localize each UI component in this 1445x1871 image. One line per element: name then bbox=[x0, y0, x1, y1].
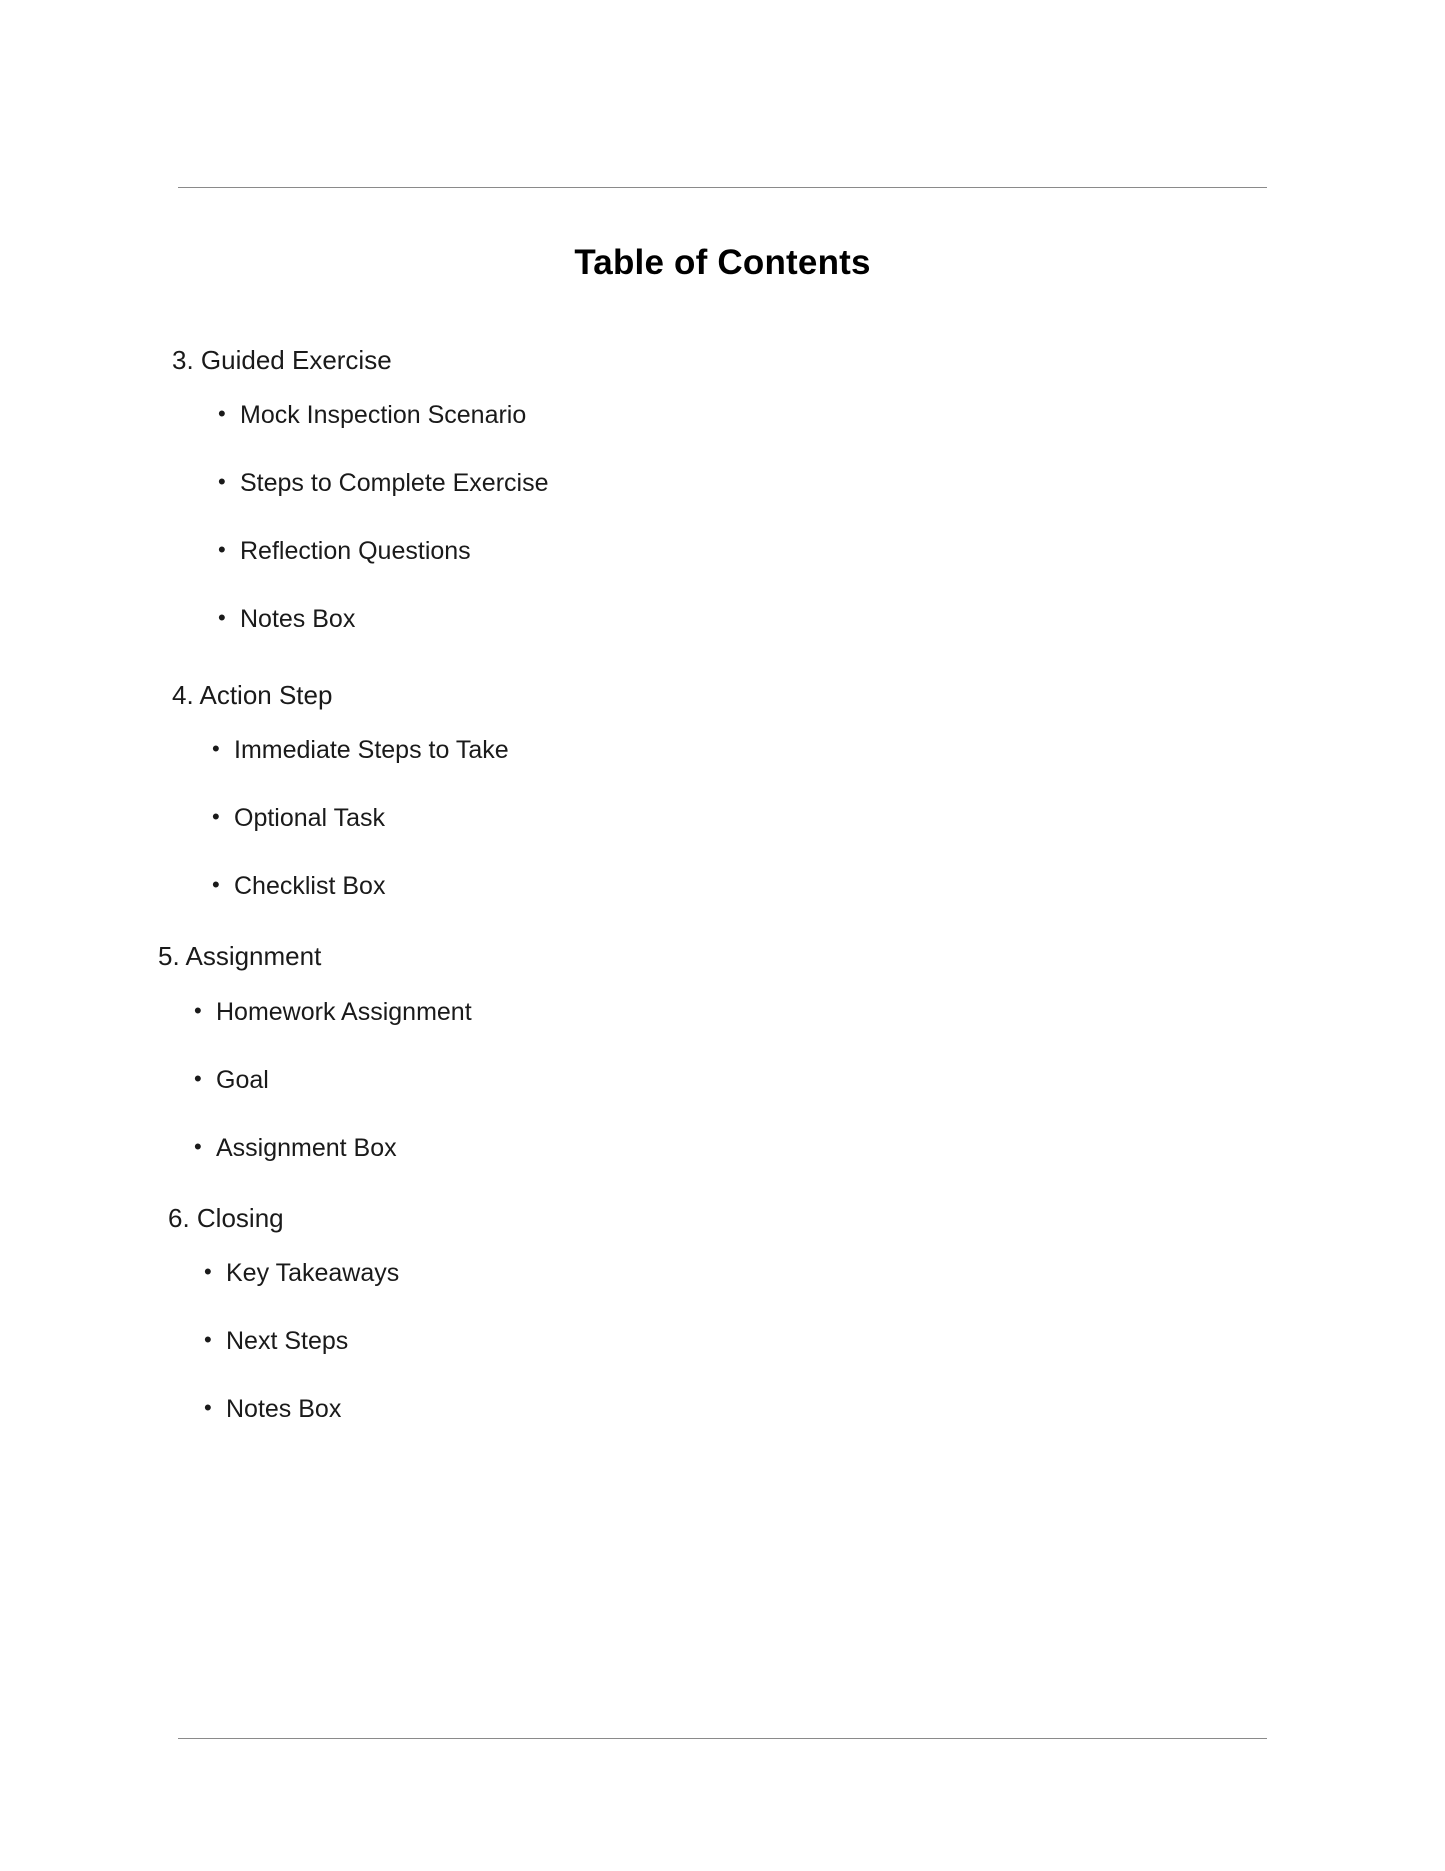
footer-divider bbox=[178, 1738, 1267, 1739]
list-item-label: Immediate Steps to Take bbox=[234, 736, 509, 765]
bullet-icon: • bbox=[194, 1133, 202, 1159]
page-title: Table of Contents bbox=[574, 243, 871, 282]
toc-subitem-list bbox=[172, 400, 1445, 634]
toc-section bbox=[0, 345, 1445, 634]
list-item bbox=[204, 871, 1445, 901]
list-item bbox=[210, 604, 1445, 634]
toc-section-title: 4. Action Step bbox=[172, 680, 333, 711]
list-item-label: Goal bbox=[216, 1065, 269, 1094]
list-item-label: Optional Task bbox=[234, 804, 386, 833]
bullet-icon: • bbox=[218, 605, 226, 631]
list-item bbox=[186, 1133, 1445, 1163]
list-item-label: Next Steps bbox=[226, 1326, 349, 1355]
list-item-label: Notes Box bbox=[240, 605, 356, 634]
list-item-label: Mock Inspection Scenario bbox=[240, 401, 527, 430]
bullet-icon: • bbox=[204, 1326, 212, 1352]
toc-subitem-list bbox=[158, 997, 1445, 1163]
list-item-label: Reflection Questions bbox=[240, 537, 471, 566]
list-item-label: Checklist Box bbox=[234, 872, 386, 901]
bullet-icon: • bbox=[194, 997, 202, 1023]
list-item bbox=[186, 997, 1445, 1027]
bullet-icon: • bbox=[218, 469, 226, 495]
bullet-icon: • bbox=[212, 736, 220, 762]
toc-section bbox=[0, 680, 1445, 901]
list-item-label: Homework Assignment bbox=[216, 997, 472, 1026]
list-item bbox=[186, 1065, 1445, 1095]
list-item bbox=[210, 400, 1445, 430]
list-item-label: Key Takeaways bbox=[226, 1258, 400, 1287]
list-item bbox=[196, 1258, 1445, 1288]
bullet-icon: • bbox=[204, 1394, 212, 1420]
list-item bbox=[210, 468, 1445, 498]
bullet-icon: • bbox=[204, 1258, 212, 1284]
list-item bbox=[204, 735, 1445, 765]
table-of-contents bbox=[0, 345, 1445, 1462]
list-item bbox=[210, 536, 1445, 566]
list-item-label: Steps to Complete Exercise bbox=[240, 469, 549, 498]
list-item bbox=[196, 1394, 1445, 1424]
toc-section-title: 6. Closing bbox=[168, 1202, 284, 1233]
bullet-icon: • bbox=[218, 401, 226, 427]
bullet-icon: • bbox=[194, 1065, 202, 1091]
bullet-icon: • bbox=[212, 804, 220, 830]
list-item-label: Assignment Box bbox=[216, 1133, 397, 1162]
list-item bbox=[204, 803, 1445, 833]
list-item bbox=[196, 1326, 1445, 1356]
toc-section-title: 3. Guided Exercise bbox=[172, 345, 392, 375]
toc-section bbox=[0, 941, 1445, 1162]
list-item-label: Notes Box bbox=[226, 1394, 342, 1423]
bullet-icon: • bbox=[218, 537, 226, 563]
toc-section-title: 5. Assignment bbox=[158, 941, 322, 972]
bullet-icon: • bbox=[212, 872, 220, 898]
toc-subitem-list bbox=[168, 1258, 1445, 1424]
header-divider bbox=[178, 187, 1267, 188]
toc-subitem-list bbox=[172, 735, 1445, 901]
toc-section bbox=[0, 1203, 1445, 1424]
